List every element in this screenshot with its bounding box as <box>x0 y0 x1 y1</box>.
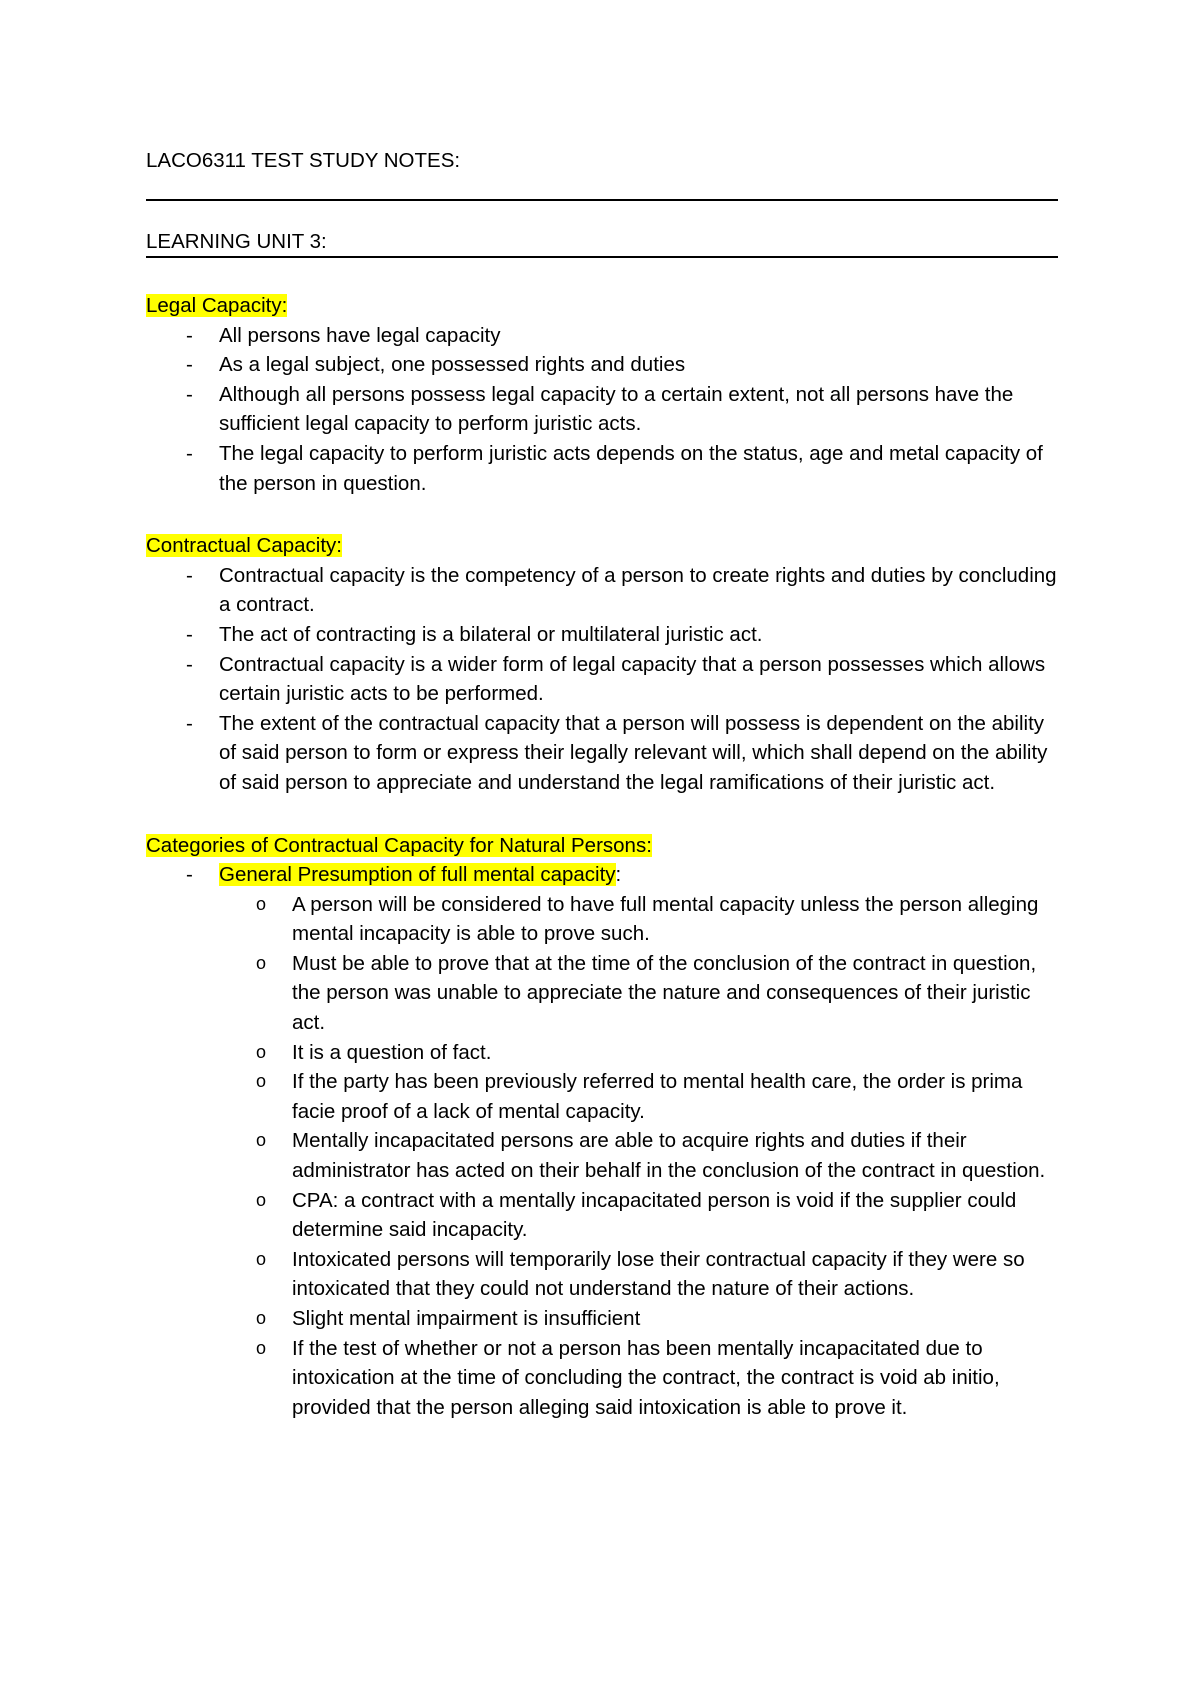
subheading-suffix: : <box>615 863 622 887</box>
sub-list-item-text: It is a question of fact. <box>292 1040 492 1064</box>
sub-list-item <box>219 949 1058 1038</box>
dash-bullet: - <box>186 441 193 465</box>
section-heading <box>146 831 1058 861</box>
list-item-text: All persons have legal capacity <box>219 323 501 347</box>
circle-bullet: o <box>256 893 267 914</box>
section-heading <box>146 531 1058 561</box>
circle-bullet: o <box>256 1337 267 1358</box>
dash-bullet: - <box>186 563 193 587</box>
sub-bullet-list <box>219 890 1058 1423</box>
bullet-list <box>146 561 1058 798</box>
dash-bullet: - <box>186 353 193 377</box>
list-item-text: The legal capacity to perform juristic acts depends on the status, age and metal capacity of the person in question. <box>219 441 1043 495</box>
sub-list-item <box>219 890 1058 949</box>
sub-list-item-text: A person will be considered to have full mental capacity unless the person alleging mental incapacity is able to prove such. <box>292 892 1039 946</box>
section-heading <box>146 291 1058 321</box>
sub-list-item <box>219 1067 1058 1126</box>
sub-list-item <box>219 1186 1058 1245</box>
dash-bullet: - <box>186 323 193 347</box>
sub-list-item-text: Slight mental impairment is insufficient <box>292 1307 641 1330</box>
list-item <box>146 650 1058 709</box>
sub-list-item <box>219 1334 1058 1423</box>
list-item-text: Contractual capacity is a wider form of legal capacity that a person possesses which allows certain juristic acts to be performed. <box>219 652 1046 706</box>
sub-list-item-text: CPA: a contract with a mentally incapacitated person is void if the supplier could determine said incapacity. <box>292 1188 1017 1242</box>
circle-bullet: o <box>256 1041 267 1062</box>
circle-bullet: o <box>256 1189 267 1210</box>
highlighted-heading: Categories of Contractual Capacity for Natural Persons: <box>146 833 652 857</box>
document-title: LACO6311 TEST STUDY NOTES: <box>146 149 461 172</box>
list-item <box>146 709 1058 798</box>
list-item-text: Contractual capacity is the competency of a person to create rights and duties by concluding a contract. <box>219 563 1057 617</box>
learning-unit-title: LEARNING UNIT 3: <box>146 230 327 253</box>
sub-list-item-text: Intoxicated persons will temporarily lose their contractual capacity if they were so intoxicated that they could not understand the nature of their actions. <box>292 1247 1025 1301</box>
list-item-text: As a legal subject, one possessed rights and duties <box>219 353 686 377</box>
list-item <box>146 380 1058 439</box>
sub-list-item <box>219 1245 1058 1304</box>
sub-list-item-text: If the party has been previously referred to mental health care, the order is prima facie proof of a lack of mental capacity. <box>292 1070 1023 1123</box>
title-divider <box>146 199 1058 201</box>
section-contractual-capacity <box>146 531 1058 797</box>
highlighted-subheading: General Presumption of full mental capacity <box>219 863 616 887</box>
highlighted-heading: Legal Capacity: <box>146 294 288 317</box>
list-item <box>146 561 1058 620</box>
circle-bullet: o <box>256 952 267 973</box>
sub-list-item-text: If the test of whether or not a person has been mentally incapacitated due to intoxication at the time of concluding the contract, the contract is void ab initio, provided that the person alleging said intoxication is able to prove it. <box>292 1336 1000 1419</box>
sub-list-item <box>219 1304 1058 1334</box>
section-legal-capacity <box>146 291 1058 498</box>
bullet-list <box>146 321 1058 499</box>
bullet-list <box>146 860 1058 1422</box>
list-item <box>146 439 1058 498</box>
dash-bullet: - <box>186 622 193 646</box>
circle-bullet: o <box>256 1308 267 1328</box>
list-item-text: The act of contracting is a bilateral or multilateral juristic act. <box>219 622 763 646</box>
dash-bullet: - <box>186 711 193 735</box>
list-item <box>146 350 1058 380</box>
circle-bullet: o <box>256 1130 267 1151</box>
dash-bullet: - <box>186 382 193 406</box>
list-item <box>146 620 1058 650</box>
dash-bullet: - <box>186 652 193 676</box>
section-categories <box>146 831 1058 1423</box>
list-item-text: The extent of the contractual capacity that a person will possess is dependent on the ability of said person to form or express their legally relevant will, which shall depend on the ability of said person to appreciate and understand the legal ramifications of their juristic act. <box>219 711 1048 794</box>
sub-list-item <box>219 1126 1058 1185</box>
sub-list-item-text: Must be able to prove that at the time of the conclusion of the contract in question, the person was unable to appreciate the nature and consequences of their juristic act. <box>292 951 1037 1035</box>
sub-list-item <box>219 1038 1058 1068</box>
list-item <box>146 860 1058 1422</box>
list-item <box>146 321 1058 351</box>
circle-bullet: o <box>256 1248 267 1269</box>
list-item-text: Although all persons possess legal capacity to a certain extent, not all persons have the sufficient legal capacity to perform juristic acts. <box>219 382 1014 436</box>
sub-list-item-text: Mentally incapacitated persons are able to acquire rights and duties if their administrator has acted on their behalf in the conclusion of the contract in question. <box>292 1129 1046 1183</box>
document-page <box>146 146 1058 1422</box>
unit-divider <box>146 256 1058 258</box>
circle-bullet: o <box>256 1071 267 1092</box>
dash-bullet: - <box>186 863 193 887</box>
highlighted-heading: Contractual Capacity: <box>146 534 342 558</box>
